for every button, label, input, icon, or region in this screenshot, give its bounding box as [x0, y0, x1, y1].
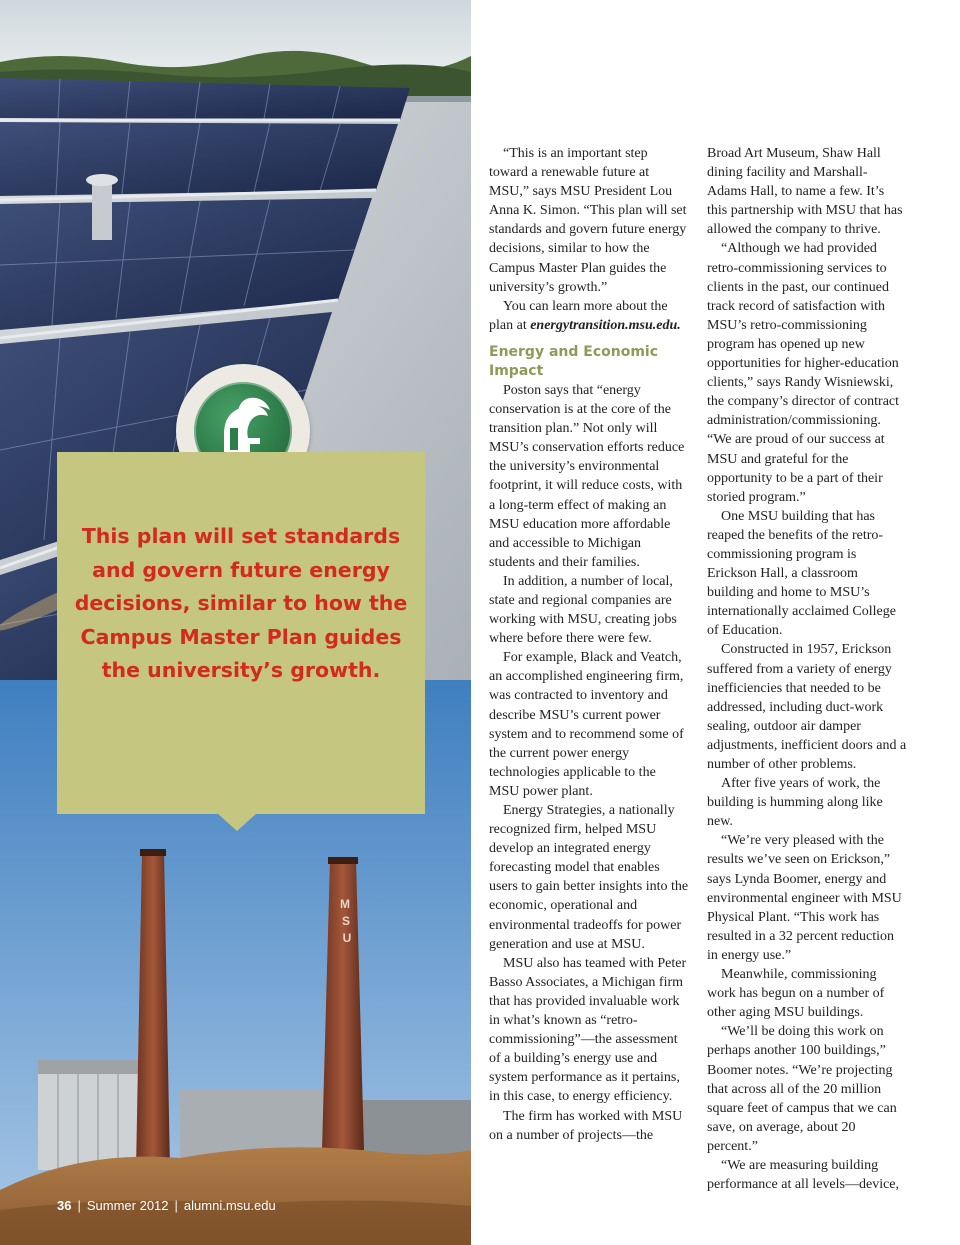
paragraph: Meanwhile, commissioning work has begun on a number of other aging MSU buildings.: [707, 967, 885, 1021]
page-footer: [57, 1198, 276, 1213]
paragraph: “We’ll be doing this work on perhaps another 100 buildings,” Boomer notes. “We’re projecting that across all of the 20 million square feet of campus that we can save, on average, about 20 percent.”: [707, 1024, 897, 1154]
paragraph: For example, Black and Veatch, an accomplished engineering firm, was contracted to inventory and describe MSU’s current power system and to recommend some of the current power energy technologies applicable to the MSU power plant.: [489, 650, 684, 799]
paragraph: [489, 297, 689, 335]
paragraph-text: You can learn more about the plan at: [489, 298, 668, 333]
website-label: alumni.msu.edu: [183, 1198, 276, 1213]
paragraph: Constructed in 1957, Erickson suffered from a variety of energy inefficiencies that needed to be addressed, including duct-work sealing, outdoor air damper adjustments, inefficient doors and a number of other problems.: [707, 642, 907, 772]
footer-separator: |: [174, 1198, 178, 1213]
paragraph: Broad Art Museum, Shaw Hall dining facility and Marshall-Adams Hall, to name a few. It’s this partnership with MSU that has allowed the company to thrive.: [707, 146, 903, 238]
photo-column: [0, 0, 471, 1245]
issue-label: Summer 2012: [86, 1198, 169, 1213]
pull-quote-text: This plan will set standards and govern future energy decisions, similar to how the Campus Master Plan guides the university’s growth.: [74, 524, 408, 682]
paragraph: The firm has worked with MSU on a number of projects—the: [489, 1108, 683, 1143]
pull-quote-pointer: [217, 813, 257, 831]
page-number: 36: [57, 1198, 72, 1213]
article-column-2: [707, 144, 907, 1194]
section-heading: Energy and Economic Impact: [489, 343, 659, 379]
paragraph: “We’re very pleased with the results we’ve seen on Erickson,” says Lynda Boomer, energy and environmental engineer with MSU Physical Plant. “This work has resulted in a 32 percent reduction in energy use.”: [707, 833, 902, 963]
paragraph: Poston says that “energy conservation is at the core of the transition plan.” Not only will MSU’s conservation efforts reduce the university’s environmental footprint, it will reduce costs, with a long-term effect of making an MSU education more affordable and accessible to Michigan students and their families.: [489, 382, 685, 570]
paragraph: “We are measuring building performance at all levels—device,: [707, 1157, 900, 1193]
website-link[interactable]: energytransition.msu.edu.: [530, 317, 681, 333]
article-column-1: [489, 144, 689, 1145]
paragraph: In addition, a number of local, state and regional companies are working with MSU, creating jobs where before there were few.: [489, 573, 677, 647]
paragraph: After five years of work, the building is humming along like new.: [707, 776, 883, 830]
stack-letter-u: U: [342, 931, 352, 945]
pull-quote-box: [57, 452, 425, 814]
paragraph: Energy Strategies, a nationally recognized firm, helped MSU develop an integrated energy forecasting model that enables users to gain better insights into the economic, operational and environmental tradeoffs for power generation and use at MSU.: [489, 803, 689, 952]
paragraph: “Although we had provided retro-commissioning services to clients in the past, our continued track record of satisfaction with MSU’s retro-commissioning program has opened up new opportunities for higher-education clients,” says Randy Wisniewski, the company’s director of contract administration/commissioning. “We are proud of our success at MSU and grateful for the opportunity to be a part of their storied program.”: [707, 241, 900, 505]
stack-letter-m: M: [340, 897, 350, 911]
paragraph: MSU also has teamed with Peter Basso Associates, a Michigan firm that has provided invaluable work in what’s known as “retro-commissioning”—the assessment of a building’s energy use and system performance as it pertains, in this case, to energy efficiency.: [489, 955, 687, 1105]
footer-separator: |: [77, 1198, 81, 1213]
paragraph: One MSU building that has reaped the benefits of the retro-commissioning program is Erickson Hall, a classroom building and home to MSU’s internationally acclaimed College of Education.: [707, 508, 896, 639]
paragraph: “This is an important step toward a renewable future at MSU,” says MSU President Lou Anna K. Simon. “This plan will set standards and govern future energy decisions, similar to how the Campus Master Plan guides the university’s growth.”: [489, 146, 687, 295]
stack-letter-s: S: [341, 914, 351, 928]
